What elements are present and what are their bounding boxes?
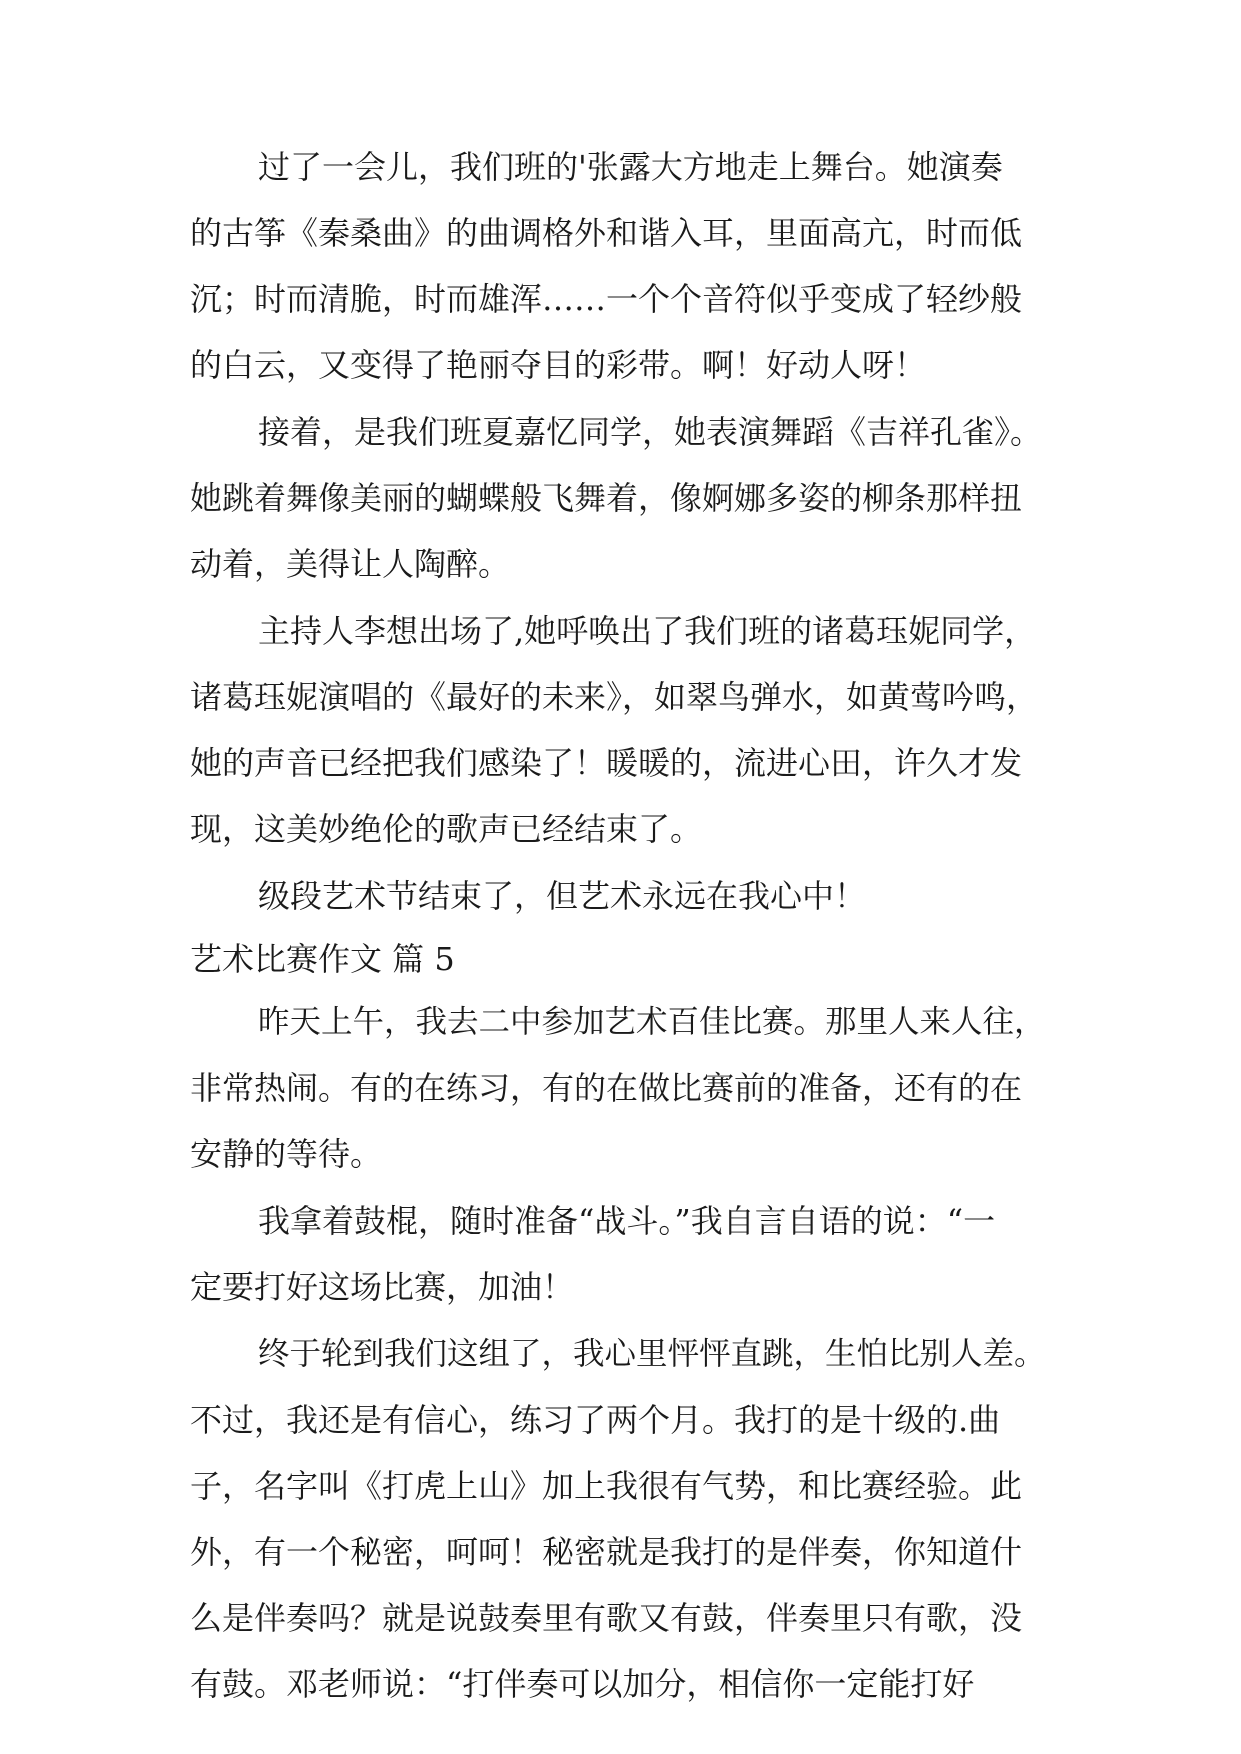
text-line: 外，有一个秘密，呵呵！秘密就是我打的是伴奏，你知道什	[190, 1533, 1023, 1571]
text-line: 么是伴奏吗？就是说鼓奏里有歌又有鼓，伴奏里只有歌，没	[190, 1599, 1023, 1637]
text-line: 终于轮到我们这组了，我心里怦怦直跳，生怕比别人差。	[258, 1336, 1046, 1372]
text-line: 的白云，又变得了艳丽夺目的彩带。啊！好动人呀！	[190, 346, 927, 384]
text-line: 诸葛珏妮演唱的《最好的未来》，如翠鸟弹水，如黄莺吟鸣，	[190, 678, 1039, 716]
text-line: 她的声音已经把我们感染了！暖暖的，流进心田，许久才发	[190, 744, 1023, 782]
text-line: 昨天上午，我去二中参加艺术百佳比赛。那里人来人往，	[258, 1004, 1046, 1040]
section-heading: 艺术比赛作文 篇 5	[190, 940, 455, 978]
text-line: 不过，我还是有信心，练习了两个月。我打的是十级的.曲	[190, 1401, 1001, 1439]
text-line: 定要打好这场比赛，加油！	[190, 1268, 575, 1306]
text-line: 安静的等待。	[190, 1135, 383, 1173]
text-line: 沉；时而清脆，时而雄浑……一个个音符似乎变成了轻纱般	[190, 280, 1023, 318]
text-line: 子，名字叫《打虎上山》加上我很有气势，和比赛经验。此	[190, 1467, 1023, 1505]
text-line: 有鼓。邓老师说：“打伴奏可以加分，相信你一定能打好	[190, 1665, 975, 1703]
text-line: 我拿着鼓棍，随时准备“战斗。”我自言自语的说：“一	[258, 1202, 996, 1240]
text-line: 她跳着舞像美丽的蝴蝶般飞舞着，像婀娜多姿的柳条那样扭	[190, 479, 1023, 517]
text-line: 过了一会儿，我们班的'张露大方地走上舞台。她演奏	[258, 148, 1003, 186]
text-line: 的古筝《秦桑曲》的曲调格外和谐入耳，里面高亢，时而低	[190, 214, 1023, 252]
text-line: 接着，是我们班夏嘉忆同学，她表演舞蹈《吉祥孔雀》。	[258, 413, 1043, 451]
text-line: 非常热闹。有的在练习，有的在做比赛前的准备，还有的在	[190, 1069, 1023, 1107]
text-line: 级段艺术节结束了，但艺术永远在我心中！	[258, 877, 867, 915]
text-line: 动着，美得让人陶醉。	[190, 545, 511, 583]
text-line: 主持人李想出场了,她呼唤出了我们班的诸葛珏妮同学，	[258, 612, 1037, 650]
text-line: 现，这美妙绝伦的歌声已经结束了。	[190, 810, 703, 848]
